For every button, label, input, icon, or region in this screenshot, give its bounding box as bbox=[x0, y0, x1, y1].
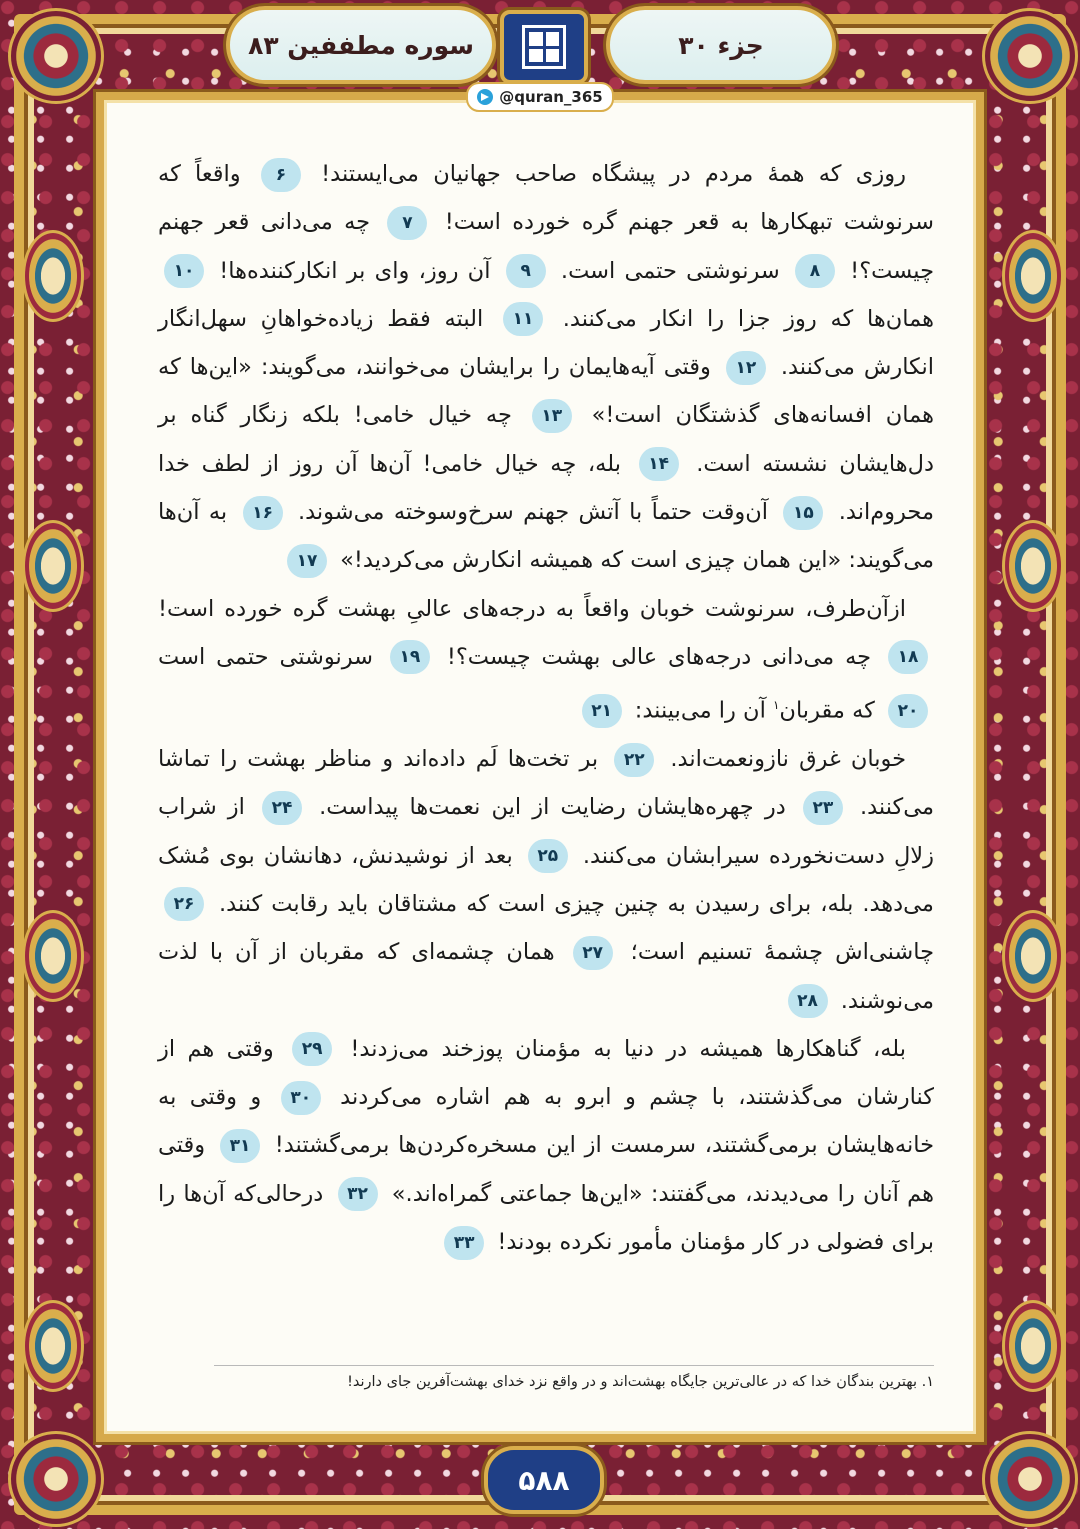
juz-title: جزء ۳۰ bbox=[678, 30, 764, 60]
verse-number-badge: ۲۸ bbox=[788, 984, 828, 1018]
side-medallion bbox=[22, 1300, 84, 1392]
verse-text: چه می‌دانی قعر جهنم چیست؟! bbox=[158, 209, 935, 284]
surah-title-plate bbox=[226, 6, 496, 84]
paragraph bbox=[158, 585, 934, 735]
paragraph bbox=[158, 150, 934, 585]
verse-text: البته فقط زیاده‌خواهانِ سهل‌انگار انکارش می‌کنند. bbox=[158, 305, 934, 381]
channel-handle-badge[interactable] bbox=[466, 82, 614, 112]
verse-number-badge: ۱۹ bbox=[390, 640, 430, 674]
verse-text: چه می‌دانی درجه‌های عالی بهشت چیست؟! bbox=[435, 643, 882, 670]
paragraph bbox=[158, 735, 934, 1025]
footnote-divider bbox=[214, 1365, 934, 1366]
verse-number-badge: ۳۲ bbox=[338, 1177, 378, 1211]
verse-text: آن روز، وای بر انکارکننده‌ها! bbox=[210, 257, 500, 284]
verse-number-badge: ۱۵ bbox=[783, 496, 823, 530]
verse-text: وقتی هم آنان را می‌دیدند، می‌گفتند: «این‌ها جماعتی گمراه‌اند.» bbox=[158, 1132, 934, 1207]
verse-text: چاشنی‌اش چشمهٔ تسنیم است؛ bbox=[618, 939, 934, 966]
corner-ornament-top-left bbox=[8, 8, 104, 104]
verse-number-badge: ۲۳ bbox=[803, 791, 843, 825]
verse-text: بعد از نوشیدنش، دهانشان بوی مُشک می‌دهد. بله، برای رسیدن به چنین چیزی است که مشتاقان باید رقابت کنند. bbox=[158, 842, 934, 917]
verse-number-badge: ۲۱ bbox=[582, 694, 622, 728]
verse-text: بر تخت‌ها لَم داده‌اند و مناظر بهشت را تماشا می‌کنند. bbox=[158, 746, 934, 821]
verse-text: آن‌وقت حتماً با آتش جهنم سرخ‌وسوخته می‌شوند. bbox=[288, 499, 778, 526]
verse-text: وقتی آیه‌هایمان را برایشان می‌خوانند، می‌گویند: «این‌ها که همان افسانه‌های گذشتگان است!» bbox=[158, 354, 934, 429]
verse-number-badge: ۱۰ bbox=[164, 254, 204, 288]
verse-number-badge: ۳۱ bbox=[220, 1129, 260, 1163]
page-number-badge bbox=[484, 1446, 604, 1514]
verse-number-badge: ۳۳ bbox=[444, 1226, 484, 1260]
verse-text: از شراب زلالِ دست‌نخورده سیرابشان می‌کنند. bbox=[158, 794, 934, 869]
verse-number-badge: ۲۶ bbox=[164, 887, 204, 921]
verse-number-badge: ۲۹ bbox=[292, 1032, 332, 1066]
verse-number-badge: ۱۸ bbox=[888, 640, 928, 674]
verse-text: خوبان غرق نازونعمت‌اند. bbox=[660, 746, 907, 773]
verse-number-badge: ۱۶ bbox=[243, 496, 283, 530]
verse-number-badge: ۲۵ bbox=[528, 839, 568, 873]
verse-text: همان‌ها که روز جزا را انکار می‌کنند. bbox=[548, 305, 934, 332]
page-number: ۵۸۸ bbox=[518, 1463, 570, 1497]
paragraph bbox=[158, 1025, 934, 1266]
verse-number-badge: ۲۰ bbox=[888, 694, 928, 728]
verse-number-badge: ۱۴ bbox=[639, 447, 679, 481]
verse-text: سرنوشتی حتمی است bbox=[158, 643, 384, 670]
side-medallion bbox=[22, 910, 84, 1002]
juz-title-plate bbox=[606, 6, 836, 84]
corner-ornament-bottom-left bbox=[8, 1431, 104, 1527]
translation-text bbox=[158, 150, 934, 1266]
telegram-icon bbox=[477, 89, 493, 105]
verse-number-badge: ۶ bbox=[261, 158, 301, 192]
verse-text: چه خیال خامی! بلکه زنگار گناه بر دل‌هایشان نشسته است. bbox=[158, 402, 935, 477]
verse-text: که مقربان bbox=[779, 697, 882, 724]
verse-number-badge: ۲۷ bbox=[573, 936, 613, 970]
verse-text: و وقتی به خانه‌هایشان برمی‌گشتند، سرمست از این مسخره‌کردن‌ها برمی‌گشتند! bbox=[158, 1084, 934, 1159]
verse-text: وقتی هم از کنارشان می‌گذشتند، با چشم و ابرو به هم اشاره می‌کردند bbox=[158, 1035, 934, 1111]
verse-text: به آن‌ها می‌گویند: «این همان چیزی است که همیشه انکارش می‌کردید!» bbox=[158, 499, 934, 574]
verse-text: همان چشمه‌ای که مقربان از آن با لذت می‌نوشند. bbox=[158, 939, 934, 1014]
channel-handle: @quran_365 bbox=[499, 88, 603, 106]
verse-number-badge: ۱۲ bbox=[726, 351, 766, 385]
quran-kufic-emblem-icon bbox=[500, 10, 588, 84]
verse-text: بله، چه خیال خامی! آن‌ها آن روز از لطف خدا محروم‌اند. bbox=[158, 450, 935, 526]
footnote-marker: ۱ bbox=[772, 698, 780, 713]
verse-number-badge: ۷ bbox=[387, 206, 427, 240]
side-medallion bbox=[1002, 520, 1064, 612]
verse-number-badge: ۲۲ bbox=[614, 743, 654, 777]
side-medallion bbox=[1002, 230, 1064, 322]
verse-text: واقعاً که سرنوشت تبهکارها به قعر جهنم گره خورده است! bbox=[158, 161, 934, 236]
verse-number-badge: ۸ bbox=[795, 254, 835, 288]
verse-text: روزی که همهٔ مردم در پیشگاه صاحب جهانیان می‌ایستند! bbox=[306, 161, 906, 187]
verse-number-badge: ۲۴ bbox=[262, 791, 302, 825]
side-medallion bbox=[22, 230, 84, 322]
side-medallion bbox=[22, 520, 84, 612]
corner-ornament-bottom-right bbox=[982, 1431, 1078, 1527]
footnote: ۱. بهترین بندگان خدا که در عالی‌ترین جایگاه بهشت‌اند و در واقع نزد خدای بهشت‌آفرین جای دارند! bbox=[347, 1374, 934, 1390]
verse-text: در چهره‌هایشان رضایت از این نعمت‌ها پیداست. bbox=[308, 794, 797, 821]
verse-number-badge: ۹ bbox=[506, 254, 546, 288]
surah-title: سوره مطففین ۸۳ bbox=[248, 30, 474, 60]
verse-text: سرنوشتی حتمی است. bbox=[551, 257, 789, 284]
verse-text: آن را می‌بینند: bbox=[627, 697, 773, 724]
side-medallion bbox=[1002, 1300, 1064, 1392]
verse-text: ازآن‌طرف، سرنوشت خوبان واقعاً به درجه‌های عالیِ بهشت گره خورده است! bbox=[158, 595, 906, 622]
side-medallion bbox=[1002, 910, 1064, 1002]
verse-number-badge: ۳۰ bbox=[281, 1081, 321, 1115]
verse-text: بله، گناهکارها همیشه در دنیا به مؤمنان پوزخند می‌زدند! bbox=[338, 1035, 906, 1062]
verse-number-badge: ۱۳ bbox=[532, 399, 572, 433]
corner-ornament-top-right bbox=[982, 8, 1078, 104]
verse-text: درحالی‌که آن‌ها را برای فضولی در کار مؤمنان مأمور نکرده بودند! bbox=[158, 1180, 934, 1256]
verse-number-badge: ۱۷ bbox=[287, 544, 327, 578]
verse-number-badge: ۱۱ bbox=[503, 302, 543, 336]
